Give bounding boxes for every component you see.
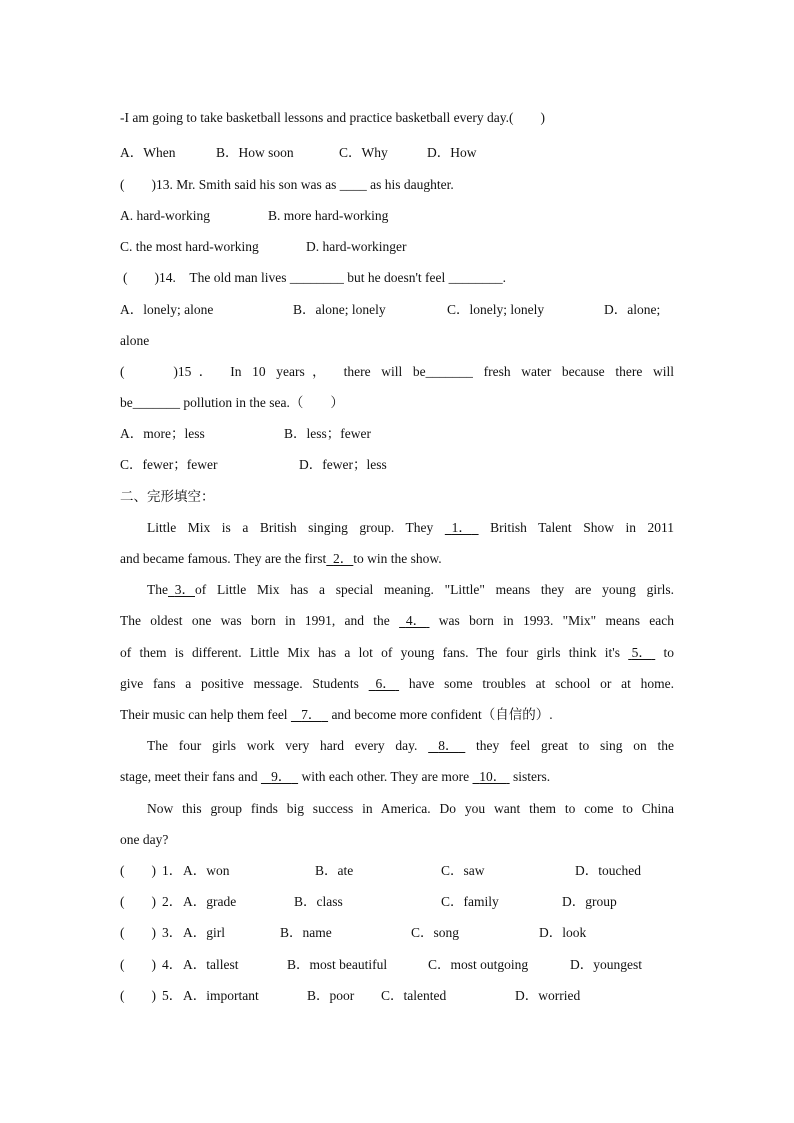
passage-p2-line4: give fans a positive message. Students 6． have some troubles at school or at home.: [120, 676, 674, 691]
cloze-4-option-b: B．most beautiful: [287, 957, 388, 972]
q12-option-c: C．Why: [339, 145, 388, 160]
cloze-2-option-d: D．group: [562, 894, 617, 909]
cloze-5-paren: ( ): [120, 988, 156, 1003]
cloze-5-num: 5．: [162, 988, 183, 1003]
q13-option-c: C. the most hard-working: [120, 239, 259, 254]
cloze-4-num: 4．: [162, 957, 183, 972]
q15-option-b: B．less；fewer: [284, 426, 371, 441]
q14-stem: ( )14. The old man lives ________ but he doesn't feel ________.: [123, 270, 506, 285]
cloze-5-option-d: D．worried: [515, 988, 581, 1003]
blank-9: 9．: [271, 769, 292, 784]
cloze-2-num: 2．: [162, 894, 183, 909]
cloze-3-option-b: B．name: [280, 925, 332, 940]
q15-stem-line1: ( )15． In 10 years， there will be_______ fresh water because there will: [120, 364, 674, 379]
blank-8: 8．: [438, 738, 459, 753]
passage-p4-line1: Now this group finds big success in America. Do you want them to come to China: [147, 801, 674, 816]
cloze-1-num: 1．: [162, 863, 183, 878]
blank-4: 4．: [405, 613, 427, 628]
q13-option-a: A. hard-working: [120, 208, 210, 223]
q12-option-d: D．How: [427, 145, 477, 160]
cloze-5-option-a: A．important: [183, 988, 259, 1003]
cloze-1-option-a: A．won: [183, 863, 230, 878]
q12-line: -I am going to take basketball lessons and practice basketball every day.( ): [120, 110, 545, 125]
blank-3: 3．: [174, 582, 195, 597]
cloze-1-option-b: B．ate: [315, 863, 354, 878]
passage-p4-line2: one day?: [120, 832, 169, 847]
section-heading: 二、完形填空：: [120, 489, 215, 504]
q12-option-a: A．When: [120, 145, 176, 160]
cloze-2-option-b: B．class: [294, 894, 343, 909]
cloze-3-option-d: D．look: [539, 925, 587, 940]
cloze-3-paren: ( ): [120, 925, 156, 940]
cloze-2-option-a: A．grade: [183, 894, 237, 909]
cloze-2-option-c: C．family: [441, 894, 499, 909]
cloze-3-option-c: C．song: [411, 925, 460, 940]
q14-option-c: C．lonely; lonely: [447, 302, 545, 317]
cloze-2-paren: ( ): [120, 894, 156, 909]
blank-1: 1．: [451, 520, 472, 535]
passage-p2-line1: The 3．of Little Mix has a special meaning. "Little" means they are young girls.: [147, 582, 674, 597]
cloze-5-option-b: B．poor: [307, 988, 355, 1003]
q15-option-d: D．fewer；less: [299, 457, 387, 472]
passage-p2-line2: The oldest one was born in 1991, and the 4． was born in 1993. "Mix" means each: [120, 613, 675, 628]
passage-p2-line5: Their music can help them feel 7． and become more confident（自信的）.: [120, 707, 553, 722]
q13-option-d: D. hard-workinger: [306, 239, 407, 254]
q13-stem: ( )13. Mr. Smith said his son was as ____ as his daughter.: [120, 177, 454, 192]
passage-p1-line1: Little Mix is a British singing group. They 1． British Talent Show in 2011: [147, 520, 675, 535]
cloze-4-paren: ( ): [120, 957, 156, 972]
q14-option-a: A．lonely; alone: [120, 302, 214, 317]
blank-5: 5．: [631, 645, 652, 660]
blank-7: 7．: [301, 707, 322, 722]
cloze-4-option-a: A．tallest: [183, 957, 239, 972]
q13-option-b: B. more hard-working: [268, 208, 389, 223]
cloze-4-option-d: D．youngest: [570, 957, 642, 972]
cloze-3-option-a: A．girl: [183, 925, 225, 940]
cloze-4-option-c: C．most outgoing: [428, 957, 529, 972]
cloze-1-paren: ( ): [120, 863, 156, 878]
passage-p3-line1: The four girls work very hard every day. 8． they feel great to sing on the: [147, 738, 674, 753]
passage-p1-line2: and became famous. They are the first 2．to win the show.: [120, 551, 442, 566]
cloze-1-option-d: D．touched: [575, 863, 641, 878]
cloze-5-option-c: C．talented: [381, 988, 447, 1003]
cloze-1-option-c: C．saw: [441, 863, 485, 878]
q14-option-d: D．alone;: [604, 302, 661, 317]
q15-option-a: A．more；less: [120, 426, 205, 441]
passage-p2-line3: of them is different. Little Mix has a lot of young fans. The four girls think it's 5． to: [120, 645, 675, 660]
blank-2: 2．: [333, 551, 354, 566]
passage-p3-line2: stage, meet their fans and 9． with each other. They are more 10． sisters.: [120, 769, 551, 784]
q12-option-b: B．How soon: [216, 145, 294, 160]
blank-10: 10．: [479, 769, 507, 784]
q14-option-b: B．alone; lonely: [293, 302, 386, 317]
q15-option-c: C．fewer；fewer: [120, 457, 218, 472]
blank-6: 6．: [375, 676, 396, 691]
cloze-3-num: 3．: [162, 925, 183, 940]
q14-option-d-cont: alone: [120, 333, 150, 348]
q15-stem-line2: be_______ pollution in the sea.（ ）: [120, 395, 344, 410]
